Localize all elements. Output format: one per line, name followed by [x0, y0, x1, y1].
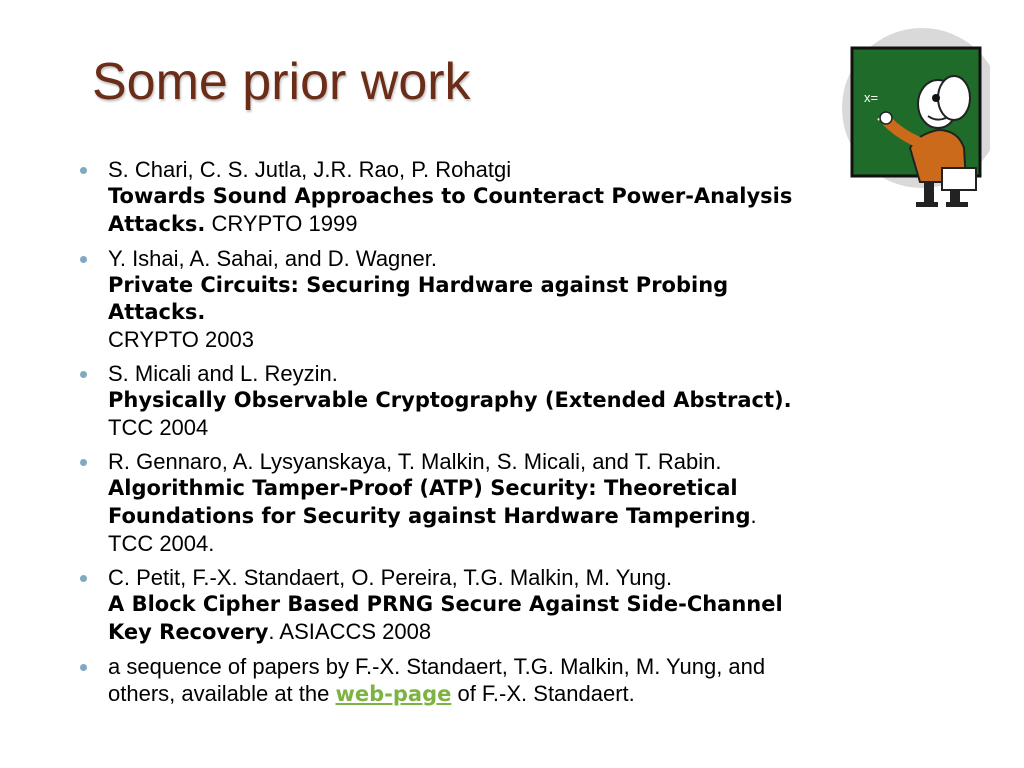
bullet-icon: [80, 371, 87, 378]
reference-title-suffix: .: [750, 503, 757, 528]
reference-title: Physically Observable Cryptography (Extended Abstract).: [108, 388, 792, 412]
references-list: [78, 156, 852, 708]
bullet-icon: [80, 664, 87, 671]
reference-title: A Block Cipher Based PRNG Secure Against Side-Channel: [108, 592, 783, 616]
reference-authors: S. Chari, C. S. Jutla, J.R. Rao, P. Rohatgi: [108, 157, 512, 182]
bullet-icon: [80, 459, 87, 466]
slide-title: Some prior work: [92, 53, 471, 111]
reference-item: [78, 448, 852, 557]
reference-item: [78, 360, 852, 441]
reference-text-suffix: of F.-X. Standaert.: [451, 681, 635, 706]
reference-item: [78, 245, 852, 353]
reference-item: [78, 564, 852, 646]
web-page-link[interactable]: web-page: [335, 682, 452, 706]
reference-authors: R. Gennaro, A. Lysyanskaya, T. Malkin, S. Micali, and T. Rabin.: [108, 449, 722, 474]
reference-authors: S. Micali and L. Reyzin.: [108, 361, 338, 386]
bullet-icon: [80, 256, 87, 263]
references-area: [78, 156, 852, 756]
reference-title-cont: Foundations for Security against Hardware Tampering: [108, 504, 751, 528]
bullet-icon: [80, 167, 87, 174]
reference-venue: CRYPTO 2003: [108, 327, 254, 352]
reference-title-cont: Key Recovery: [108, 620, 269, 644]
reference-authors: C. Petit, F.-X. Standaert, O. Pereira, T.G. Malkin, M. Yung.: [108, 565, 673, 590]
reference-venue: TCC 2004.: [108, 531, 215, 556]
reference-text: a sequence of papers by F.-X. Standaert, T.G. Malkin, M. Yung, and: [108, 654, 766, 679]
reference-item: [78, 156, 852, 238]
reference-text-prefix: others, available at the: [108, 681, 336, 706]
reference-venue: . ASIACCS 2008: [268, 619, 432, 644]
reference-title: Algorithmic Tamper-Proof (ATP) Security: Theoretical: [108, 476, 738, 500]
bullet-icon: [80, 575, 87, 582]
reference-authors: Y. Ishai, A. Sahai, and D. Wagner.: [108, 246, 437, 271]
teacher-at-chalkboard-icon: [840, 22, 990, 212]
reference-item: [78, 653, 852, 708]
reference-title-cont: Attacks.: [108, 300, 206, 324]
reference-venue: CRYPTO 1999: [205, 211, 358, 236]
reference-title: Private Circuits: Securing Hardware against Probing: [108, 273, 729, 297]
reference-title: Towards Sound Approaches to Counteract Power-Analysis: [108, 184, 793, 208]
board-text: x=: [864, 90, 879, 105]
reference-title-cont: Attacks.: [108, 212, 206, 236]
reference-venue: TCC 2004: [108, 415, 209, 440]
